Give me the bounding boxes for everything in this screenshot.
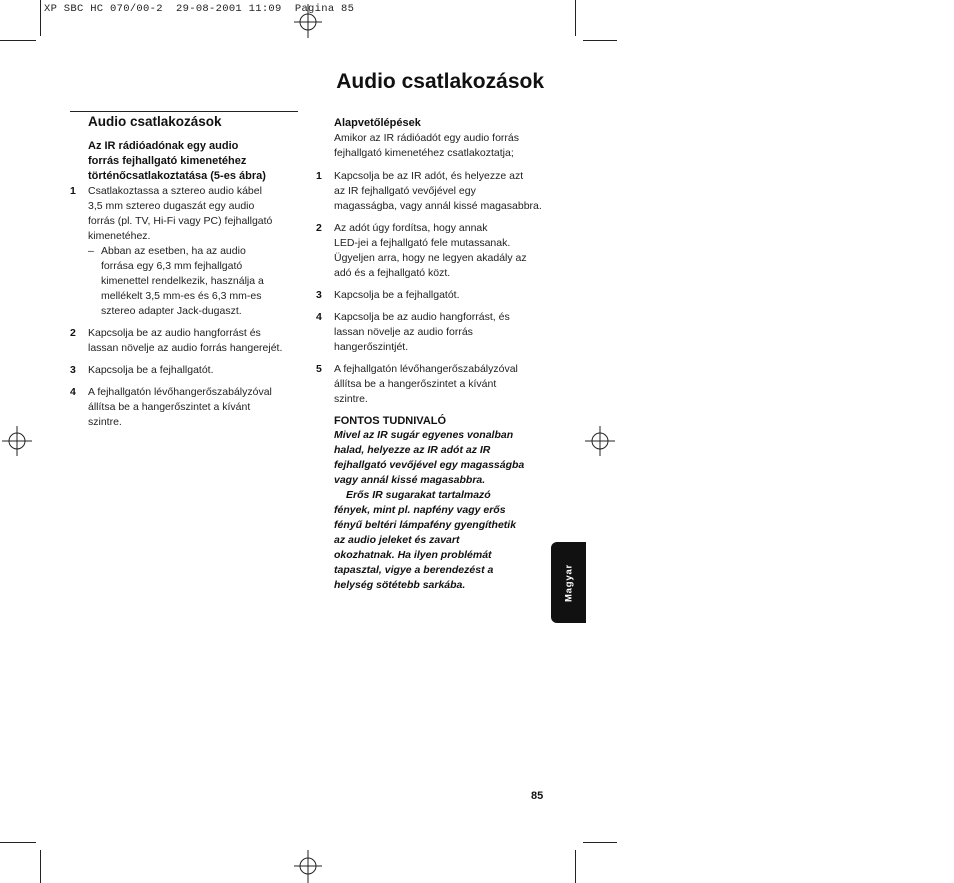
step-text: Kapcsolja be az IR adót, és helyezze azt az IR fejhallgató vevőjével egy magasságba, vagy annál kissé magasabbra. — [334, 170, 542, 212]
step-text: A fejhallgatón lévőhangerőszabályzóval állítsa be a hangerőszintet a kívánt szintre. — [334, 363, 518, 405]
print-header: XP SBC HC 070/00-2 29-08-2001 11:09 Pagina 85 — [44, 3, 355, 15]
intro-text: Amikor az IR rádióadót egy audio forrás fejhallgató kimenetéhez csatlakoztatja; — [334, 132, 520, 159]
section-subheading: Az IR rádióadónak egy audio forrás fejhallgató kimenetéhez történőcsatlakoztatása (5-es ábra) — [88, 140, 266, 182]
step-number: 4 — [70, 386, 76, 398]
language-tab-label: Magyar — [563, 563, 574, 602]
dash-text: Abban az esetben, ha az audio forrása egy 6,3 mm fejhallgató kimenettel rendelkezik, használja a mellékelt 3,5 mm-es és 6,3 mm-es sztereo adapter Jack-dugaszt. — [101, 245, 264, 317]
step-text: Az adót úgy fordítsa, hogy annak LED-jei a fejhallgató fele mutassanak. Ügyeljen arra, hogy ne legyen akadály az adó és a fejhallgató közt. — [334, 222, 527, 279]
step-number: 4 — [316, 311, 322, 323]
section-heading: Audio csatlakozások — [88, 114, 222, 129]
left-step-4 — [70, 385, 302, 430]
step-number: 2 — [316, 222, 322, 234]
important-note-heading: FONTOS TUDNIVALÓ — [334, 415, 447, 427]
section-rule — [70, 111, 298, 112]
registration-mark-bottom-icon — [294, 850, 322, 883]
registration-mark-top-icon — [294, 4, 322, 38]
step-number: 3 — [70, 364, 76, 376]
right-column — [316, 116, 544, 593]
step-number: 3 — [316, 289, 322, 301]
page-title: Audio csatlakozások — [336, 70, 544, 93]
step-text: Kapcsolja be az audio hangforrást és lassan növelje az audio forrás hangerejét. — [88, 327, 283, 354]
right-step-4 — [316, 310, 544, 355]
step-number: 5 — [316, 363, 322, 375]
left-column — [70, 114, 302, 437]
step-text: A fejhallgatón lévőhangerőszabályzóval állítsa be a hangerőszintet a kívánt szintre. — [88, 386, 272, 428]
dash-marker: – — [88, 245, 94, 257]
registration-mark-right-icon — [585, 426, 615, 456]
step-text: Kapcsolja be a fejhallgatót. — [334, 289, 460, 301]
registration-mark-left-icon — [2, 426, 32, 456]
step-text: Csatlakoztassa a sztereo audio kábel 3,5 mm sztereo dugaszát egy audio forrás (pl. TV, Hi-Fi vagy PC) fejhallgató kimenetéhez. – Abban az esetben, ha az audio forrása egy 6,3 mm fejhallgató kimenettel rendelkezik, használja a mellékelt 3,5 mm-es és 6,3 mm-es sztereo adapter Jack-dugaszt. — [88, 184, 302, 319]
right-step-3 — [316, 288, 544, 303]
left-step-3 — [70, 363, 302, 378]
step-number: 2 — [70, 327, 76, 339]
step-text: Kapcsolja be az audio hangforrást, és lassan növelje az audio forrás hangerőszintjét. — [334, 311, 510, 353]
right-step-1 — [316, 169, 544, 214]
language-tab — [551, 542, 586, 623]
left-step-2 — [70, 326, 302, 356]
dash-item — [88, 244, 302, 319]
step-text: Kapcsolja be a fejhallgatót. — [88, 364, 214, 376]
step-number: 1 — [70, 185, 76, 197]
step-number: 1 — [316, 170, 322, 182]
page-number: 85 — [531, 790, 544, 802]
right-step-5 — [316, 362, 544, 407]
right-step-2 — [316, 221, 544, 281]
left-step-1 — [70, 184, 302, 319]
basic-steps-heading: Alapvetőlépések — [334, 117, 421, 129]
important-note-body: Mivel az IR sugár egyenes vonalban halad, helyezze az IR adót az IR fejhallgató vevőjével egy magasságba vagy annál kissé magasabbra. Erős IR sugarakat tartalmazó fények, mint pl. napfény vagy erős fényű beltéri lámpafény gyengíthetik az audio jeleket és zavart okozhatnak. Ha ilyen problémát tapasztal, vigye a berendezést a helység sötétebb sarkába. — [334, 429, 525, 591]
